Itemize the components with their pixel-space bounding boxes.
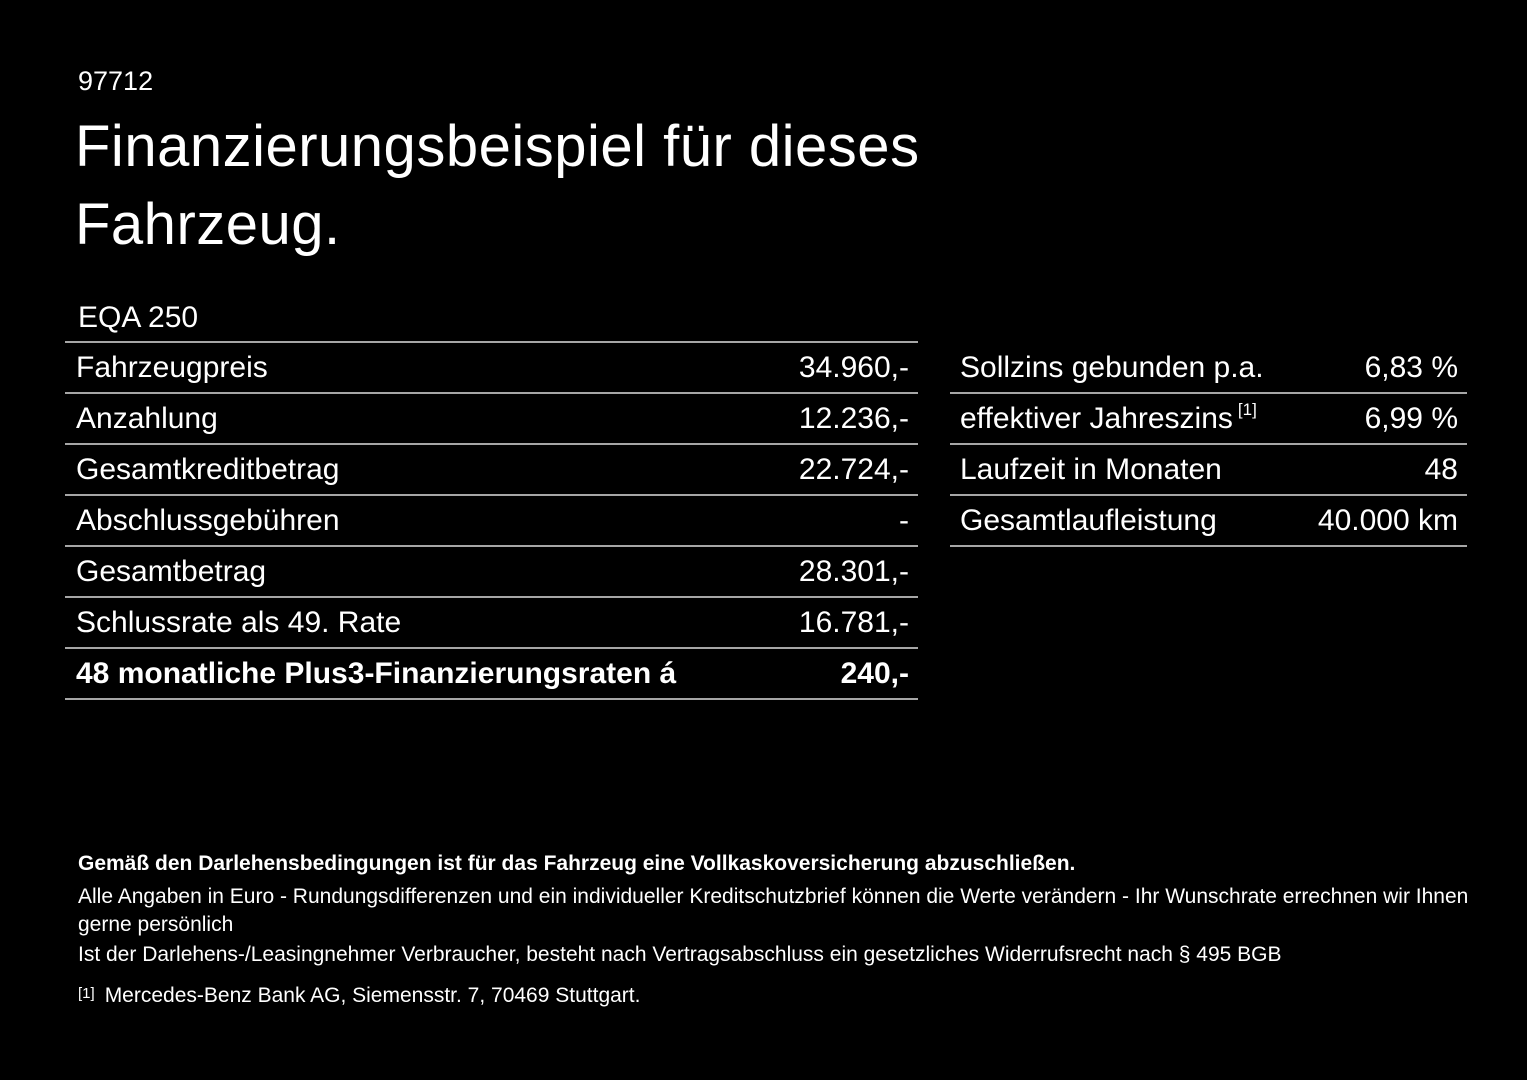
page-title-line2: Fahrzeug. bbox=[75, 192, 341, 257]
footnotes-section bbox=[78, 850, 1478, 1010]
row-label-text: effektiver Jahreszins bbox=[960, 401, 1233, 435]
reference-text: Mercedes-Benz Bank AG, Siemensstr. 7, 70469 Stuttgart. bbox=[104, 984, 641, 1007]
table-row-abschlussgebuehren bbox=[65, 496, 918, 547]
row-label: Schlussrate als 49. Rate bbox=[76, 605, 402, 639]
table-row-monatsrate bbox=[65, 649, 918, 700]
row-label: Sollzins gebunden p.a. bbox=[960, 350, 1264, 384]
row-value: 240,- bbox=[840, 656, 909, 690]
row-label: Anzahlung bbox=[76, 401, 218, 435]
table-row-anzahlung bbox=[65, 394, 918, 445]
financing-table bbox=[65, 341, 918, 700]
conditions-table bbox=[950, 343, 1467, 547]
row-value: 34.960,- bbox=[798, 350, 909, 384]
row-label: 48 monatliche Plus3-Finanzierungsraten á bbox=[76, 656, 677, 690]
table-row-fahrzeugpreis bbox=[65, 343, 918, 394]
table-row-laufzeit bbox=[950, 445, 1467, 496]
row-value: 12.236,- bbox=[798, 401, 909, 435]
row-label: Fahrzeugpreis bbox=[76, 350, 268, 384]
withdrawal-note: Ist der Darlehens-/Leasingnehmer Verbraucher, besteht nach Vertragsabschluss ein gesetzliches Widerrufsrecht nach § 495 BGB bbox=[78, 943, 1282, 966]
row-label: Abschlussgebühren bbox=[76, 503, 340, 537]
vehicle-model: EQA 250 bbox=[78, 301, 199, 334]
document-code: 97712 bbox=[78, 66, 154, 96]
row-label: Gesamtkreditbetrag bbox=[76, 452, 340, 486]
table-row-schlussrate bbox=[65, 598, 918, 649]
row-value: - bbox=[899, 503, 909, 537]
row-value: 22.724,- bbox=[798, 452, 909, 486]
table-row-gesamtlaufleistung bbox=[950, 496, 1467, 547]
row-label: Laufzeit in Monaten bbox=[960, 452, 1222, 486]
table-row-sollzins bbox=[950, 343, 1467, 394]
bank-reference bbox=[78, 980, 1478, 1010]
row-value: 16.781,- bbox=[798, 605, 909, 639]
table-row-gesamtkreditbetrag bbox=[65, 445, 918, 496]
footnote-reference-marker: [1] bbox=[1237, 399, 1257, 419]
row-label: Gesamtlaufleistung bbox=[960, 503, 1217, 537]
row-value: 40.000 km bbox=[1317, 503, 1458, 537]
page-title bbox=[75, 108, 920, 264]
table-row-effektiver-jahreszins bbox=[950, 394, 1467, 445]
row-label bbox=[960, 399, 1257, 436]
row-label: Gesamtbetrag bbox=[76, 554, 267, 588]
table-row-gesamtbetrag bbox=[65, 547, 918, 598]
row-value: 6,99 % bbox=[1364, 401, 1458, 435]
row-value: 48 bbox=[1424, 452, 1458, 486]
row-value: 28.301,- bbox=[798, 554, 909, 588]
rounding-note: Alle Angaben in Euro - Rundungsdifferenzen und ein individueller Kreditschutzbrief können die Werte verändern - Ihr Wunschrate errechnen wir Ihnen gerne persönlich bbox=[78, 885, 1469, 936]
insurance-note: Gemäß den Darlehensbedingungen ist für das Fahrzeug eine Vollkaskoversicherung abzuschließen. bbox=[78, 852, 1076, 875]
page-title-line1: Finanzierungsbeispiel für dieses bbox=[75, 114, 920, 179]
row-value: 6,83 % bbox=[1364, 350, 1458, 384]
reference-marker: [1] bbox=[78, 985, 95, 1002]
